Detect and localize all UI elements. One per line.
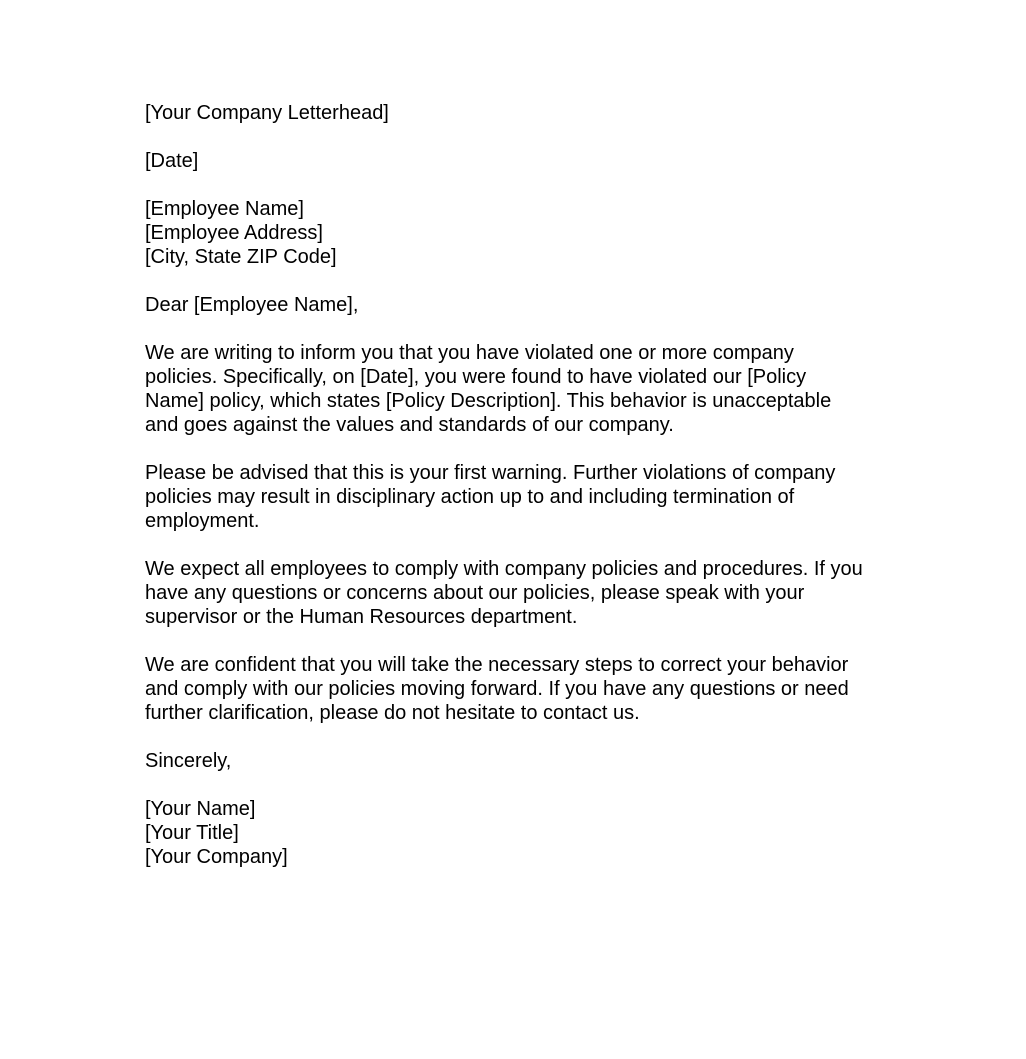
body-paragraph-warning xyxy=(145,461,870,533)
body-paragraph-confidence xyxy=(145,653,870,725)
recipient-address-block xyxy=(145,197,870,269)
recipient-city-state-zip: [City, State ZIP Code] xyxy=(145,246,337,268)
salutation-block xyxy=(145,293,870,317)
closing: Sincerely, xyxy=(145,750,232,772)
recipient-name: [Employee Name] xyxy=(145,198,304,220)
letter-date: [Date] xyxy=(145,150,199,172)
warning-letter xyxy=(145,101,870,893)
paragraph-text: We are confident that you will take the necessary steps to correct your behavior and comply with our policies moving forward. If you have any questions or need further clarification, please do not hesitate to contact us. xyxy=(145,654,849,724)
signer-title: [Your Title] xyxy=(145,822,239,844)
signer-name: [Your Name] xyxy=(145,798,256,820)
company-letterhead: [Your Company Letterhead] xyxy=(145,102,389,124)
closing-block xyxy=(145,749,870,773)
signature-block xyxy=(145,797,870,869)
salutation: Dear [Employee Name], xyxy=(145,294,359,316)
letterhead-block xyxy=(145,101,870,125)
paragraph-text: We expect all employees to comply with company policies and procedures. If you have any questions or concerns about our policies, please speak with your supervisor or the Human Resources department. xyxy=(145,558,863,628)
recipient-address: [Employee Address] xyxy=(145,222,323,244)
paragraph-text: Please be advised that this is your first warning. Further violations of company policies may result in disciplinary action up to and including termination of employment. xyxy=(145,462,836,532)
signer-company: [Your Company] xyxy=(145,846,288,868)
body-paragraph-expectations xyxy=(145,557,870,629)
body-paragraph-violation xyxy=(145,341,870,437)
date-block xyxy=(145,149,870,173)
paragraph-text: We are writing to inform you that you have violated one or more company policies. Specifically, on [Date], you were found to have violated our [Policy Name] policy, which states [Policy Description]. This behavior is unacceptable and goes against the values and standards of our company. xyxy=(145,342,832,436)
